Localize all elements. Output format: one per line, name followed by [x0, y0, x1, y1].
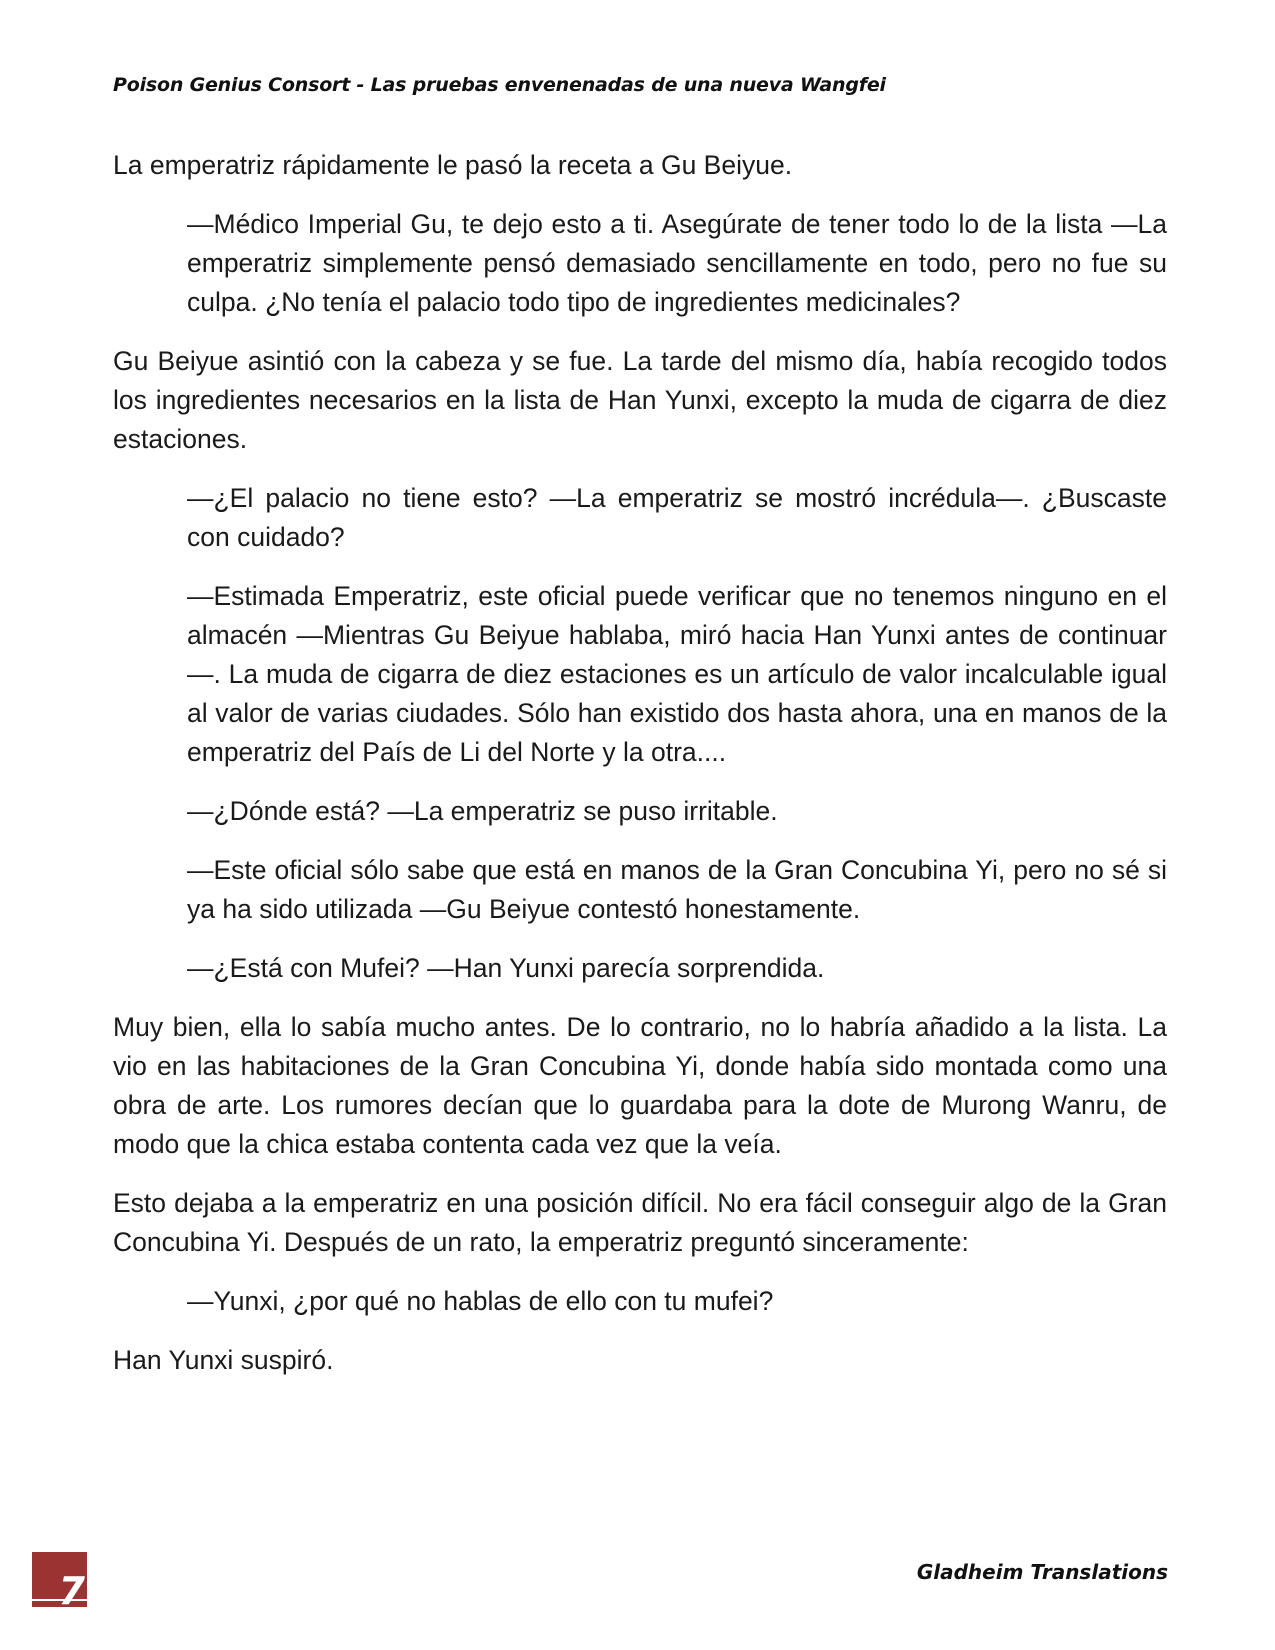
paragraph: Han Yunxi suspiró.: [113, 1345, 334, 1375]
dialogue-paragraph: —Médico Imperial Gu, te dejo esto a ti. Asegúrate de tener todo lo de la lista —La emperatriz simplemente pensó demasiado sencillamente en todo, pero no fue su culpa. ¿No tenía el palacio todo tipo de ingredientes medicinales?: [187, 209, 1167, 317]
page-number-block: [32, 1552, 87, 1607]
dialogue-paragraph: —Este oficial sólo sabe que está en manos de la Gran Concubina Yi, pero no sé si ya ha sido utilizada —Gu Beiyue contestó honestamente.: [187, 855, 1167, 924]
paragraph: Esto dejaba a la emperatriz en una posición difícil. No era fácil conseguir algo de la Gran Concubina Yi. Después de un rato, la emperatriz preguntó sinceramente:: [113, 1188, 1167, 1257]
paragraph: La emperatriz rápidamente le pasó la receta a Gu Beiyue.: [113, 150, 793, 180]
paragraph: Muy bien, ella lo sabía mucho antes. De lo contrario, no lo habría añadido a la lista. La vio en las habitaciones de la Gran Concubina Yi, donde había sido montada como una obra de arte. Los rumores decían que lo guardaba para la dote de Murong Wanru, de modo que la chica estaba contenta cada vez que la veía.: [113, 1012, 1167, 1159]
dialogue-paragraph: —Yunxi, ¿por qué no hablas de ello con tu mufei?: [187, 1286, 774, 1316]
paragraph: Gu Beiyue asintió con la cabeza y se fue. La tarde del mismo día, había recogido todos los ingredientes necesarios en la lista de Han Yunxi, excepto la muda de cigarra de diez estaciones.: [113, 346, 1167, 454]
page-body: [113, 146, 1167, 1400]
dialogue-paragraph: —¿Está con Mufei? —Han Yunxi parecía sorprendida.: [187, 953, 825, 983]
footer-credit: Gladheim Translations: [916, 1560, 1168, 1584]
dialogue-paragraph: —¿Dónde está? —La emperatriz se puso irritable.: [187, 796, 778, 826]
page-number: 7: [58, 1569, 85, 1607]
running-header: Poison Genius Consort - Las pruebas envenenadas de una nueva Wangfei: [113, 74, 886, 96]
dialogue-paragraph: —Estimada Emperatriz, este oficial puede verificar que no tenemos ninguno en el almacén —Mientras Gu Beiyue hablaba, miró hacia Han Yunxi antes de continuar—. La muda de cigarra de diez estaciones es un artículo de valor incalculable igual al valor de varias ciudades. Sólo han existido dos hasta ahora, una en manos de la emperatriz del País de Li del Norte y la otra....: [187, 581, 1167, 767]
dialogue-paragraph: —¿El palacio no tiene esto? —La emperatriz se mostró incrédula—. ¿Buscaste con cuidado?: [187, 483, 1167, 552]
